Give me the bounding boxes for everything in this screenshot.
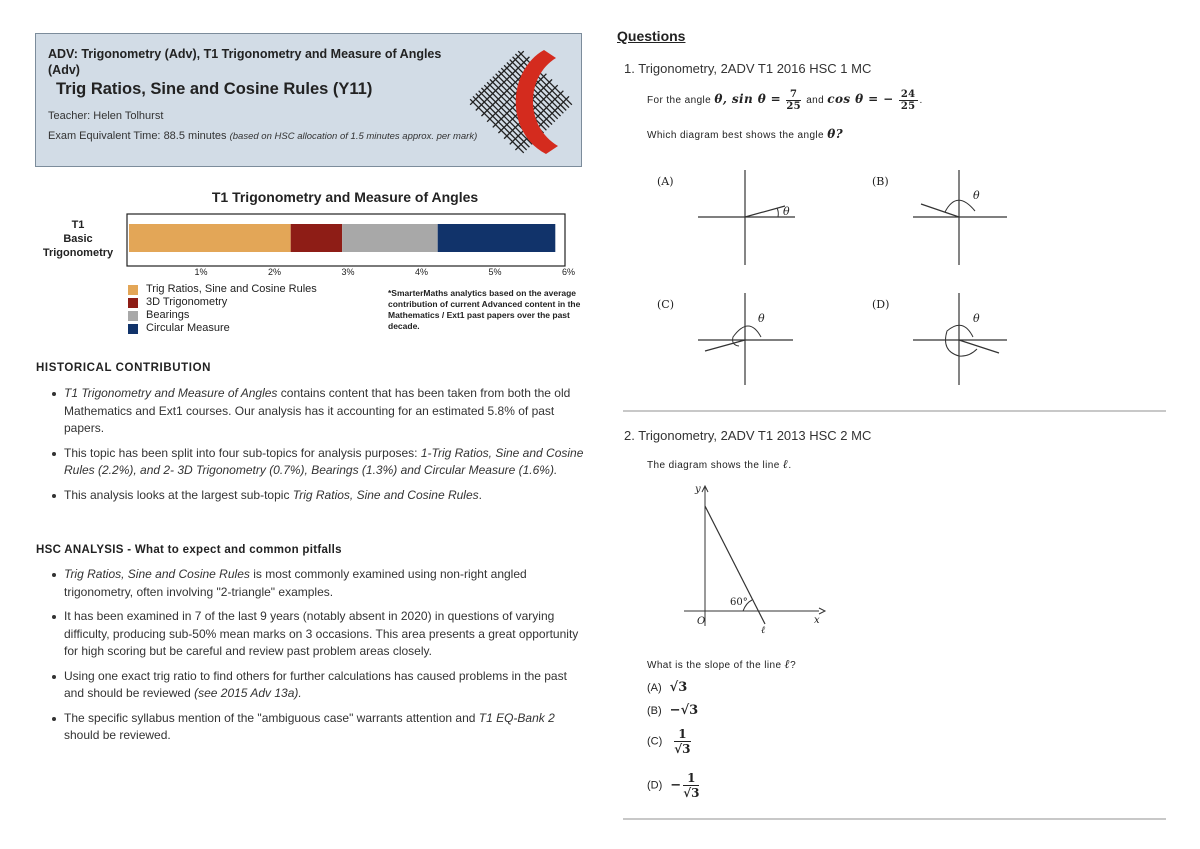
hsc-heading-rest: - What to expect and common pitfalls	[123, 544, 342, 556]
q2-axis-x: x	[814, 615, 820, 626]
list-item	[36, 608, 588, 661]
historical-list	[36, 385, 588, 511]
frac-den: 25	[786, 101, 802, 112]
text: It has been examined in 7 of the last 9 years (notably absent in 2020) in questions of varying difficulty, producing sub-50% mean marks on 3 occasions. This area presents a great opportunity for high scoring but be careful and review past problem areas closely.	[64, 609, 579, 658]
frac-num: 1	[683, 771, 699, 786]
q1-sin-expr: θ, sin θ =	[714, 92, 782, 107]
q1-theta-b: θ	[973, 189, 980, 202]
legend-swatch	[128, 311, 138, 321]
text: Using one exact trig ratio to find others for further calculations has caused problems in the past and should be reviewed	[64, 668, 567, 700]
q1-theta-a: θ	[783, 205, 790, 218]
historical-heading: HISTORICAL CONTRIBUTION	[36, 362, 212, 374]
row-label-line3: Trigonometry	[42, 247, 114, 259]
teacher-name: Helen Tolhurst	[93, 110, 164, 122]
frac-num: 24	[900, 89, 916, 100]
q2-title: 2. Trigonometry, 2ADV T1 2013 HSC 2 MC	[624, 428, 872, 443]
frac-num: 1	[674, 727, 690, 742]
option-label: (B)	[647, 705, 662, 717]
option-fraction	[674, 727, 690, 756]
bar-segment-3	[342, 224, 438, 252]
q2-line-symbol: ℓ	[782, 457, 789, 471]
legend-item	[128, 309, 317, 322]
legend-item	[128, 322, 317, 335]
bar-segment-1	[129, 224, 291, 252]
q2-ask-text: What is the slope of the line	[647, 660, 785, 671]
q2-option-a[interactable]	[647, 680, 687, 695]
q1-theta-d: θ	[973, 312, 980, 325]
q1-label-b: (B)	[872, 175, 889, 188]
italic-text: Trig Ratios, Sine and Cosine Rules	[64, 567, 250, 581]
list-item	[36, 566, 588, 601]
q2-stem-text: The diagram shows the line	[647, 460, 783, 471]
text: This analysis looks at the largest sub-topic	[64, 487, 293, 502]
q1-label-d: (D)	[872, 298, 890, 311]
legend-swatch	[128, 298, 138, 308]
legend-label: 3D Trigonometry	[146, 296, 228, 308]
teacher-line	[48, 110, 163, 122]
legend-swatch	[128, 285, 138, 295]
q2-line-diagram	[675, 478, 835, 636]
option-label: (D)	[647, 779, 663, 792]
hsc-heading-bold: HSC ANALYSIS	[36, 544, 124, 556]
q1-ask-theta: θ?	[827, 127, 844, 141]
q2-axis-y: y	[695, 484, 701, 495]
questions-heading: Questions	[617, 28, 686, 44]
text: should be reviewed.	[64, 728, 171, 742]
chart-legend	[128, 283, 317, 335]
legend-item	[128, 283, 317, 296]
text: The specific syllabus mention of the "ambiguous case" warrants attention and	[64, 710, 479, 725]
teacher-label: Teacher:	[48, 110, 91, 122]
q1-frac-7-25	[786, 89, 801, 112]
frac-num: 7	[786, 89, 801, 101]
q2-option-d[interactable]	[647, 771, 701, 800]
frac-den: 25	[900, 101, 916, 112]
italic-text: T1 Trigonometry and Measure of Angles	[64, 386, 278, 400]
legend-swatch	[128, 324, 138, 334]
list-item	[36, 445, 588, 480]
frac-den: √3	[674, 742, 691, 756]
row-label-line2: Basic	[63, 233, 93, 245]
legend-label: Circular Measure	[146, 322, 230, 334]
topic-header-box	[35, 33, 582, 167]
exam-note: (based on HSC allocation of 1.5 minutes approx. per mark)	[229, 131, 478, 142]
bar-segment-2	[291, 224, 342, 252]
topic-title: Trig Ratios, Sine and Cosine Rules (Y11)	[56, 80, 373, 98]
q1-ask-text: Which diagram best shows the angle	[647, 130, 828, 141]
x-tick-label: 2%	[268, 267, 282, 277]
q1-stem	[647, 89, 923, 112]
q1-label-a: (A)	[657, 175, 674, 188]
divider	[623, 410, 1166, 412]
list-item	[36, 710, 588, 745]
option-label: (C)	[647, 735, 663, 748]
hsc-list	[36, 566, 588, 752]
q1-theta-c: θ	[758, 312, 765, 325]
q1-title: 1. Trigonometry, 2ADV T1 2016 HSC 1 MC	[624, 61, 872, 76]
x-tick-label: 5%	[488, 267, 502, 277]
q2-origin: O	[697, 616, 706, 627]
exam-time-line	[48, 129, 478, 144]
x-tick-label: 6%	[562, 267, 576, 277]
legend-label: Trig Ratios, Sine and Cosine Rules	[146, 283, 317, 295]
q1-cos-expr: cos θ = −	[827, 92, 894, 107]
smartermaths-logo	[466, 42, 576, 160]
q1-ask	[647, 127, 843, 141]
text: is most commonly examined using non-right angled trigonometry, often involving "2-triangle" examples.	[64, 567, 527, 599]
x-tick-label: 3%	[341, 267, 355, 277]
stacked-bar-chart	[120, 210, 580, 282]
list-item	[36, 487, 588, 505]
option-sign: −	[670, 778, 682, 793]
q2-option-b[interactable]	[647, 703, 698, 718]
italic-text: 1-Trig Ratios, Sine and Cosine Rules (2.2%), and 2- 3D Trigonometry (0.7%), Bearings (1.3%) and Circular Measure (1.6%).	[64, 445, 584, 477]
option-fraction	[683, 771, 699, 800]
x-tick-label: 1%	[194, 267, 208, 277]
chart-title: T1 Trigonometry and Measure of Angles	[211, 189, 479, 205]
q2-stem	[647, 457, 792, 472]
x-tick-label: 4%	[415, 267, 429, 277]
chart-note: *SmarterMaths analytics based on the average contribution of current Advanced content in the Mathematics / Ext1 past papers over the past decade.	[388, 288, 581, 331]
text: This topic has been split into four sub-topics for analysis purposes:	[64, 445, 421, 460]
bar-segment-4	[438, 224, 556, 252]
chart-row-label	[38, 218, 118, 260]
q1-stem-end: .	[919, 95, 923, 107]
q2-option-c[interactable]	[647, 727, 693, 756]
legend-item	[128, 296, 317, 309]
frac-den: √3	[683, 786, 700, 800]
option-value: √3	[669, 680, 688, 695]
legend-label: Bearings	[146, 309, 190, 321]
list-item	[36, 385, 588, 438]
list-item	[36, 668, 588, 703]
q1-frac-24-25	[899, 89, 918, 112]
text: .	[478, 487, 482, 502]
q1-diagrams	[645, 165, 1025, 390]
q2-ask-line: ℓ	[784, 657, 791, 671]
q2-angle: 60°	[730, 597, 748, 608]
exam-label: Exam Equivalent Time:	[48, 130, 161, 142]
exam-value: 88.5 minutes	[163, 130, 227, 142]
italic-text: Trig Ratios, Sine and Cosine Rules	[292, 487, 479, 502]
italic-text: T1 EQ-Bank 2	[478, 710, 555, 725]
q1-and: and	[806, 95, 828, 107]
option-value: −√3	[669, 703, 699, 718]
q1-stem-text: For the angle	[647, 95, 715, 107]
text: contains content that has been taken from both the old Mathematics and Ext1 courses. Our analysis has it accounting for an estimated 5.8% of past papers.	[64, 386, 571, 435]
option-label: (A)	[647, 682, 662, 694]
row-label-line1: T1	[71, 219, 85, 231]
divider	[623, 818, 1166, 820]
hsc-heading	[36, 544, 342, 556]
italic-text: (see 2015 Adv 13a).	[194, 686, 302, 700]
q1-label-c: (C)	[657, 298, 674, 311]
q2-stem-end: .	[788, 460, 792, 471]
q2-line-label: ℓ	[761, 625, 766, 636]
q2-ask-end: ?	[790, 660, 797, 671]
course-title: ADV: Trigonometry (Adv), T1 Trigonometry and Measure of Angles (Adv)	[48, 47, 442, 77]
q2-ask	[647, 657, 796, 672]
